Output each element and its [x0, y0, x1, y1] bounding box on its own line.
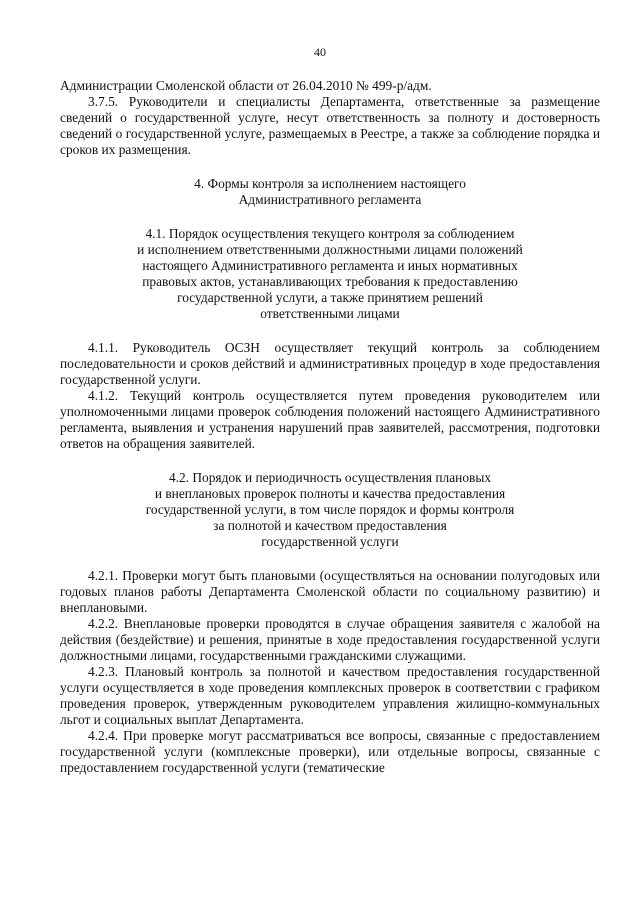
subsection-4-1-title-line: настоящего Административного регламента и иных нормативных — [142, 258, 518, 273]
paragraph-continuation: Администрации Смоленской области от 26.04.2010 № 499-р/адм. — [60, 78, 432, 93]
subsection-4-1-title-line: правовых актов, устанавливающих требования к предоставлению — [142, 274, 518, 289]
paragraph-4-1-2: 4.1.2. Текущий контроль осуществляется путем проведения руководителем или уполномоченными лицами проверок соблюдения положений настоящего Административного регламента, выявления и устранения нарушений прав заявителей, рассмотрения, подготовки ответов на обращения заявителей. — [60, 388, 600, 451]
paragraph-4-1-1: 4.1.1. Руководитель ОСЗН осуществляет текущий контроль за соблюдением последовательности и сроков действий и административных процедур в ходе предоставления государственной услуги. — [60, 340, 600, 387]
subsection-4-2-title-line: государственной услуги — [261, 534, 399, 549]
subsection-4-2-title-line: 4.2. Порядок и периодичность осуществления плановых — [168, 470, 492, 485]
subsection-4-2-title-line: государственной услуги, в том числе порядок и формы контроля — [145, 502, 515, 517]
paragraph-4-2-3: 4.2.3. Плановый контроль за полнотой и качеством предоставления государственной услуги осуществляется в ходе проведения комплексных проверок в соответствии с графиком проведения проверок, утвержденным руководителем управления жилищно-коммунальных льгот и социальных выплат Департамента. — [60, 664, 600, 727]
subsection-4-2-title-line: и внеплановых проверок полноты и качества предоставления — [154, 486, 506, 501]
subsection-4-1-title — [60, 226, 600, 322]
subsection-4-1-title-line: государственной услуги, а также принятием решений — [177, 290, 483, 305]
paragraph-4-2-4: 4.2.4. При проверке могут рассматриваться все вопросы, связанные с предоставлением государственной услуги (комплексные проверки), или отдельные вопросы, связанные с предоставлением государственной услуги (тематические — [60, 728, 600, 775]
document-body — [60, 78, 600, 776]
paragraph-3-7-5: 3.7.5. Руководители и специалисты Департамента, ответственные за размещение сведений о государственной услуге, несут ответственность за полноту и достоверность сведений о государственной услуге, размещаемых в Реестре, а также за соблюдение порядка и сроков их размещения. — [60, 94, 600, 157]
paragraph-4-2-1: 4.2.1. Проверки могут быть плановыми (осуществляться на основании полугодовых или годовых планов работы Департамента Смоленской области по социальному развитию) и внеплановыми. — [60, 568, 600, 615]
subsection-4-1-title-line: и исполнением ответственными должностными лицами положений — [137, 242, 523, 257]
subsection-4-1-title-line: ответственными лицами — [260, 306, 400, 321]
paragraph-4-2-2: 4.2.2. Внеплановые проверки проводятся в случае обращения заявителя с жалобой на действия (бездействие) и решения, принятые в ходе предоставления государственной услуги должностными лицами, государственными гражданскими служащими. — [60, 616, 600, 663]
page-number: 40 — [314, 45, 326, 59]
section-4-title-line: Административного регламента — [238, 192, 422, 207]
section-4-title-line: 4. Формы контроля за исполнением настоящего — [194, 176, 466, 191]
subsection-4-2-title-line: за полнотой и качеством предоставления — [213, 518, 447, 533]
subsection-4-2-title — [60, 470, 600, 550]
subsection-4-1-title-line: 4.1. Порядок осуществления текущего контроля за соблюдением — [145, 226, 515, 241]
section-4-title — [60, 176, 600, 208]
